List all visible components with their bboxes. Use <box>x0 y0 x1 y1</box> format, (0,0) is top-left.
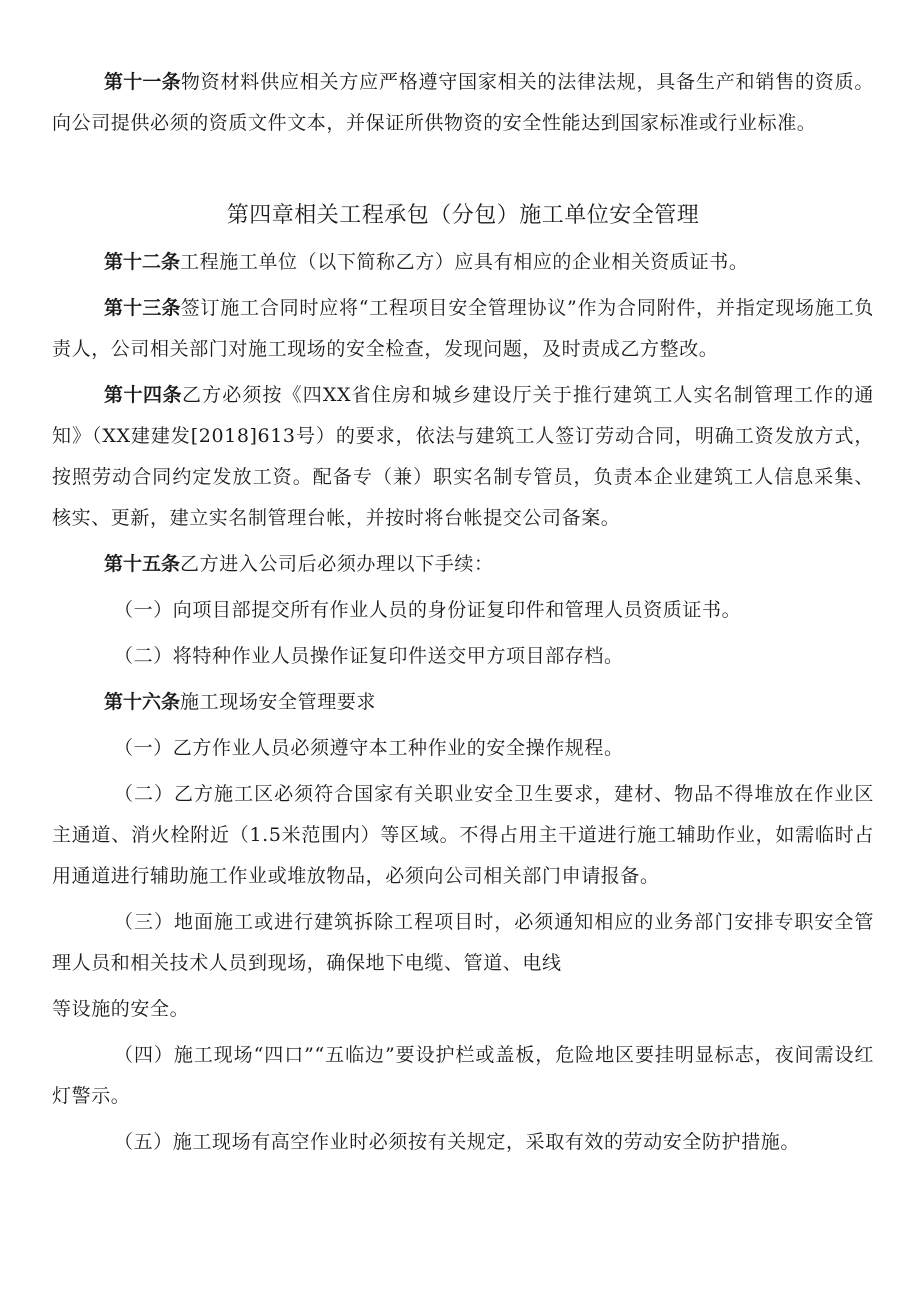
article-11-text: 物资材料供应相关方应严格遵守国家相关的法律法规，具备生产和销售的资质。向公司提供必须的资质文件文本，并保证所供物资的安全性能达到国家标准或行业标准。 <box>52 71 874 134</box>
article-16 <box>52 682 874 723</box>
article-13-text: 签订施工合同时应将“工程项目安全管理协议”作为合同附件，并指定现场施工负责人，公司相关部门对施工现场的安全检查，发现问题，及时责成乙方整改。 <box>52 297 874 360</box>
article-16-item-4: （四）施工现场“四口”“五临边”要设护栏或盖板，危险地区要挂明显标志，夜间需设红灯警示。 <box>52 1044 874 1107</box>
article-15-number: 第十五条 <box>104 553 181 575</box>
article-14 <box>52 375 874 539</box>
article-11 <box>52 62 874 144</box>
article-12-number: 第十二条 <box>104 251 181 273</box>
article-12-text: 工程施工单位（以下简称乙方）应具有相应的企业相关资质证书。 <box>180 251 749 273</box>
article-15-text: 乙方进入公司后必须办理以下手续： <box>180 553 494 575</box>
article-12 <box>52 242 874 283</box>
article-13 <box>52 288 874 370</box>
article-16-item-3-continued: 等设施的安全。 <box>52 998 190 1020</box>
chapter-4-title: 第四章相关工程承包（分包）施工单位安全管理 <box>226 203 700 228</box>
article-15-item-2: （二）将特种作业人员操作证复印件送交甲方项目部存档。 <box>114 645 624 667</box>
document-page <box>52 62 874 1168</box>
article-15 <box>52 544 874 585</box>
article-16-item-2: （二）乙方施工区必须符合国家有关职业安全卫生要求，建材、物品不得堆放在作业区主通道、消火栓附近（1.5米范围内）等区域。不得占用主干道进行施工辅助作业，如需临时占用通道进行辅助施工作业或堆放物品，必须向公司相关部门申请报备。 <box>52 783 874 887</box>
article-14-number: 第十四条 <box>104 384 183 406</box>
article-16-text: 施工现场安全管理要求 <box>180 691 377 713</box>
article-16-item-5: （五）施工现场有高空作业时必须按有关规定，采取有效的劳动安全防护措施。 <box>114 1131 801 1153</box>
article-14-text: 乙方必须按《四XX省住房和城乡建设厅关于推行建筑工人实名制管理工作的通知》（XX建建发[2018]613号）的要求，依法与建筑工人签订劳动合同，明确工资发放方式，按照劳动合同约定发放工资。配备专（兼）职实名制专管员，负责本企业建筑工人信息采集、核实、更新，建立实名制管理台帐，并按时将台帐提交公司备案。 <box>52 384 874 529</box>
article-13-number: 第十三条 <box>104 297 181 319</box>
article-16-item-3: （三）地面施工或进行建筑拆除工程项目时，必须通知相应的业务部门安排专职安全管理人员和相关技术人员到现场，确保地下电缆、管道、电线 <box>52 911 874 974</box>
article-16-item-1: （一）乙方作业人员必须遵守本工种作业的安全操作规程。 <box>114 737 624 759</box>
article-16-number: 第十六条 <box>104 691 181 713</box>
article-15-item-1: （一）向项目部提交所有作业人员的身份证复印件和管理人员资质证书。 <box>114 599 742 621</box>
article-11-number: 第十一条 <box>104 71 181 93</box>
